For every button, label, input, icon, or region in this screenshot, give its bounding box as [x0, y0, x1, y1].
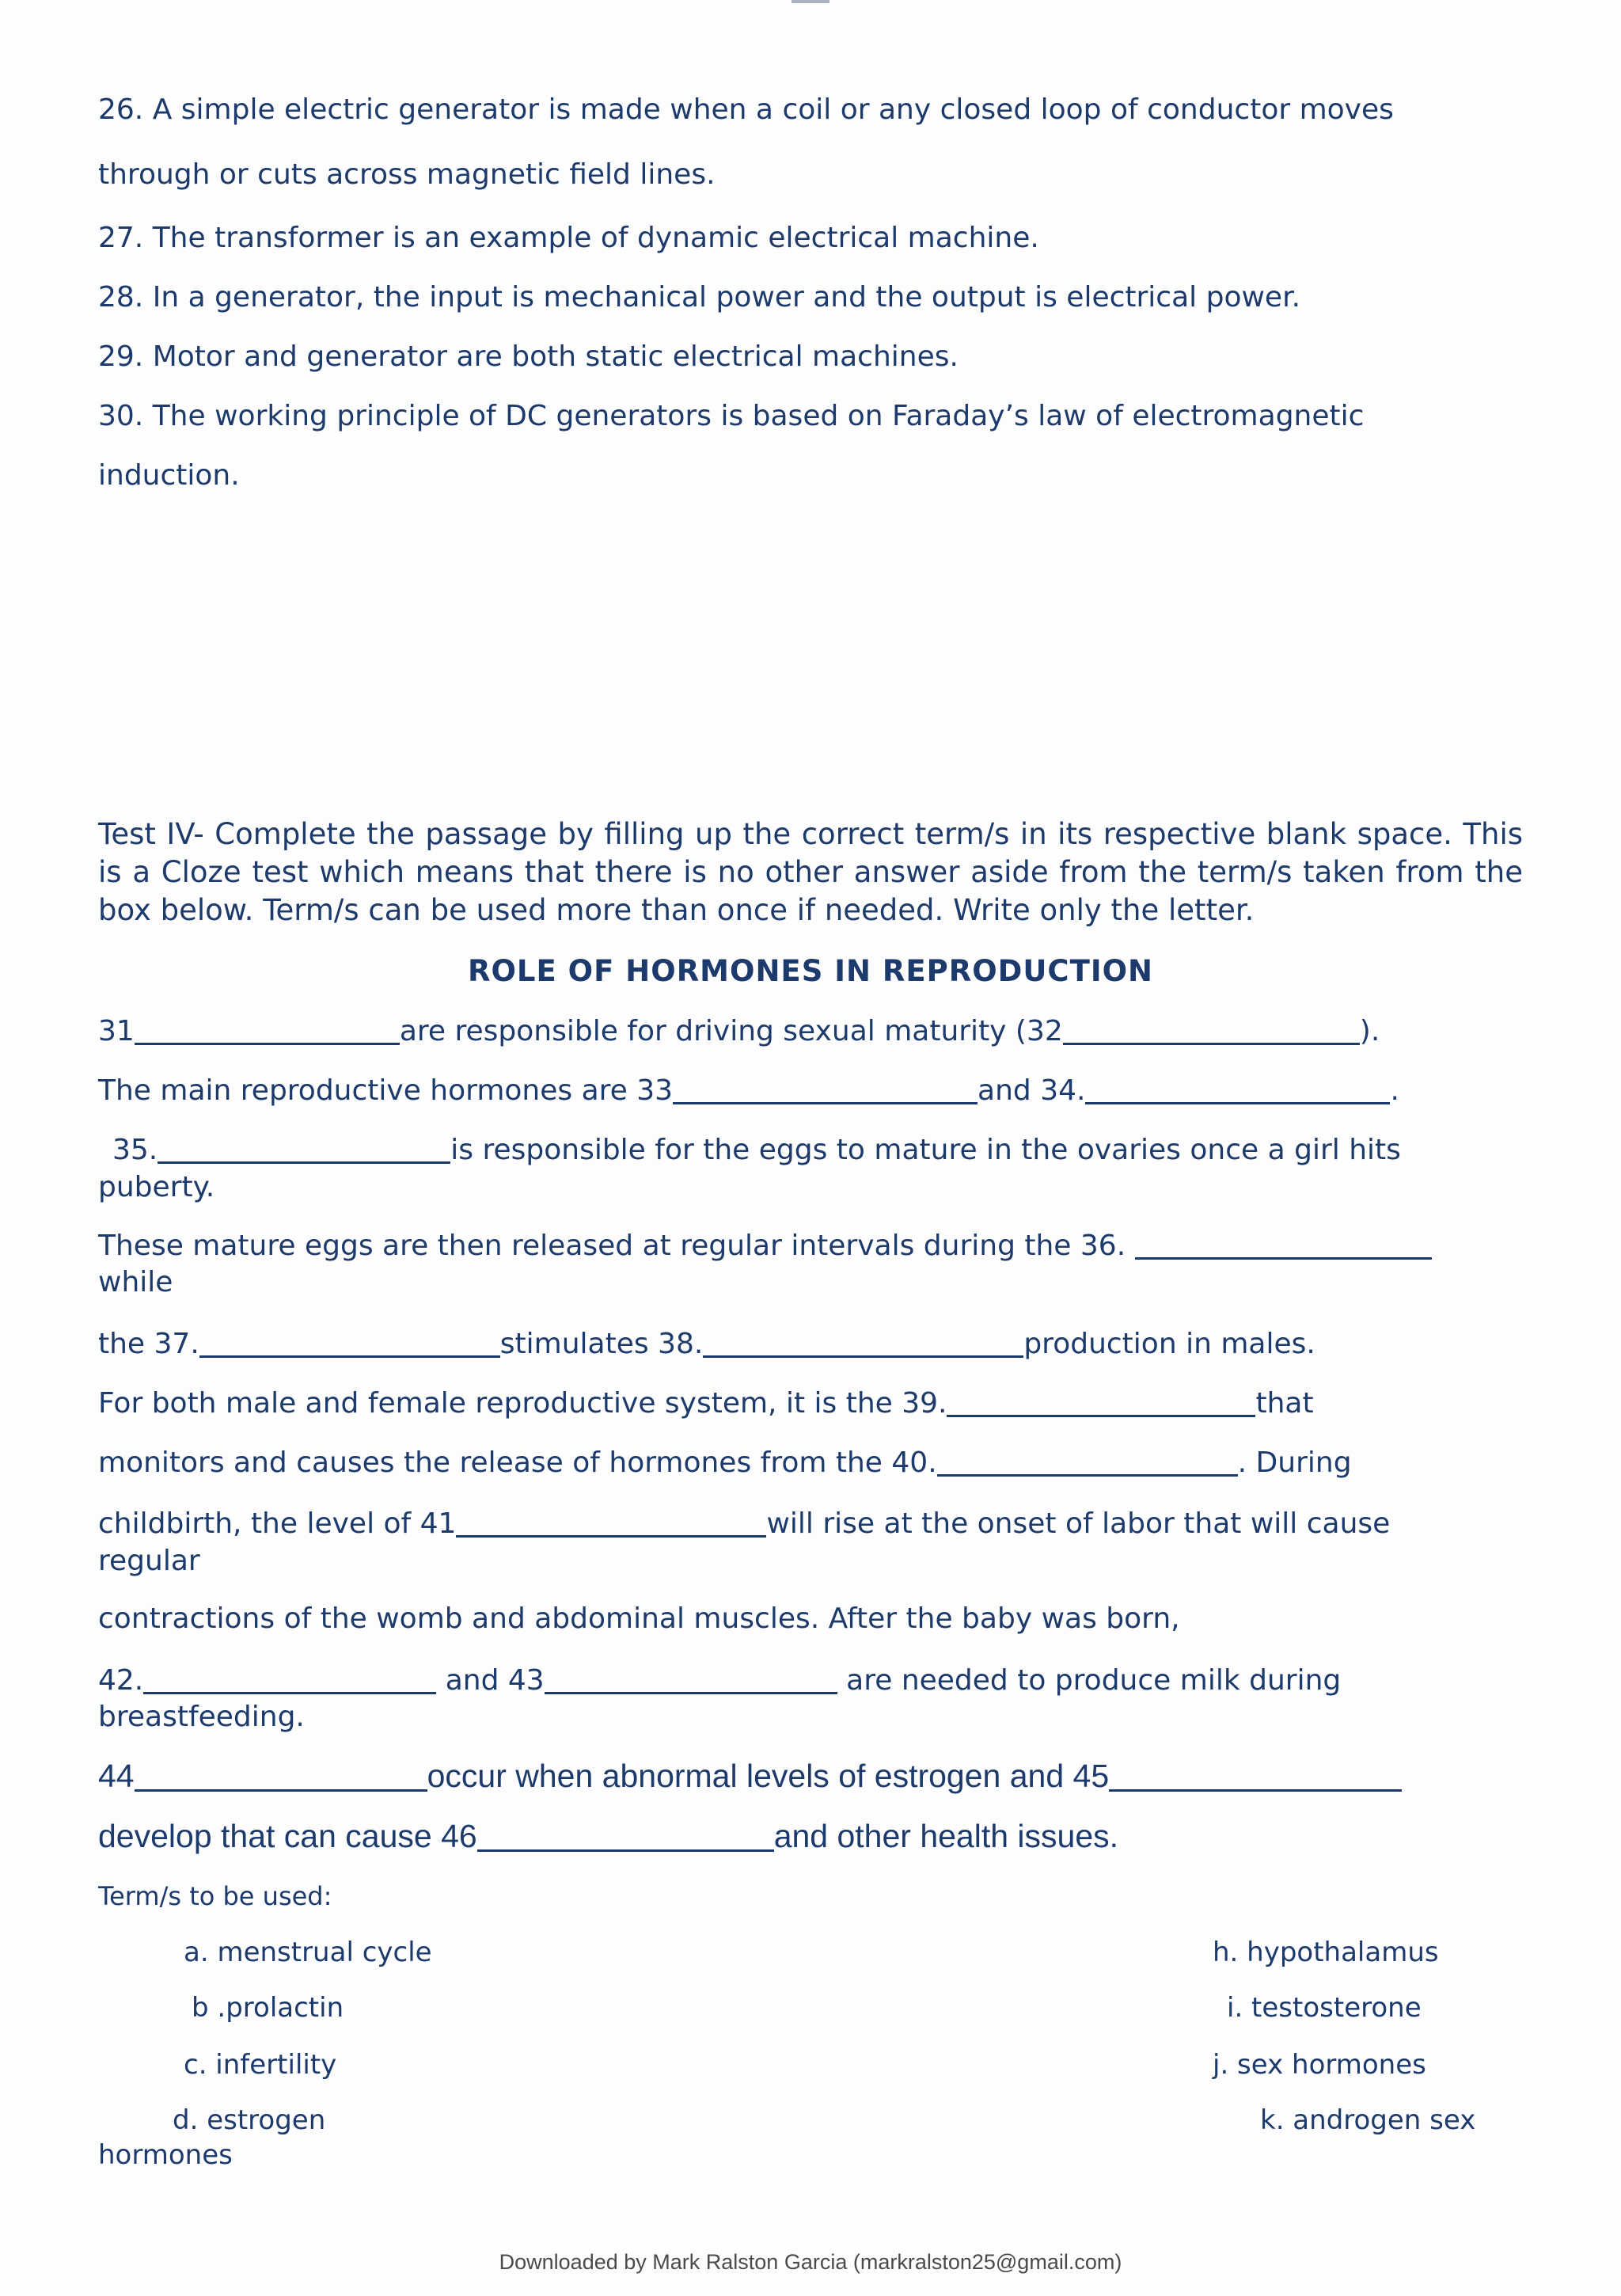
- passage-text: and 34.: [978, 1074, 1086, 1107]
- page-top-mark: [792, 0, 829, 3]
- term-c: c. infertility: [184, 2049, 337, 2081]
- passage-text: develop that can cause 46: [98, 1818, 477, 1854]
- passage-text: will rise at the onset of labor that will cause: [766, 1507, 1391, 1540]
- passage-text: and other health issues.: [773, 1818, 1119, 1854]
- passage-text: is responsible for the eggs to mature in the ovaries once a girl hits: [450, 1134, 1401, 1166]
- passage-line-8b: regular: [98, 1545, 200, 1577]
- statement-26-line1: 26. A simple electric generator is made when a coil or any closed loop of conductor moves: [98, 93, 1394, 126]
- statement-30-line1: 30. The working principle of DC generators is based on Faraday’s law of electromagnetic: [98, 400, 1365, 432]
- passage-text: The main reproductive hormones are 33: [98, 1074, 674, 1107]
- passage-line-1: [98, 1013, 1523, 1050]
- passage-text: that: [1255, 1387, 1314, 1420]
- passage-text: production in males.: [1023, 1328, 1315, 1360]
- term-a: a. menstrual cycle: [184, 1937, 432, 1968]
- passage-line-3b: puberty.: [98, 1171, 215, 1203]
- answer-blank-36[interactable]: [1135, 1230, 1432, 1260]
- passage-text: are needed to produce milk during: [846, 1664, 1342, 1697]
- passage-line-4: [98, 1228, 1523, 1264]
- passage-line-10b: breastfeeding.: [98, 1701, 305, 1733]
- passage-text: stimulates 38.: [499, 1328, 704, 1360]
- test-iv-instructions: Test IV- Complete the passage by ﬁlling up the correct term/s in its respective blank space. This is a Cloze test which means that there is no other answer aside from the term/s taken from the box below. Term/s can be used more than once if needed. Write only the letter.: [98, 817, 1523, 927]
- item-number: 31: [98, 1015, 135, 1047]
- term-d: d. estrogen: [173, 2104, 326, 2136]
- passage-text: ).: [1359, 1015, 1380, 1047]
- passage-title: ROLE OF HORMONES IN REPRODUCTION: [467, 954, 1154, 988]
- passage-text: monitors and causes the release of hormones from the 40.: [98, 1446, 937, 1479]
- answer-blank-34[interactable]: [1085, 1075, 1390, 1104]
- passage-text: and 43: [445, 1664, 545, 1697]
- passage-line-10: [98, 1663, 1523, 1699]
- passage-text: are responsible for driving sexual maturity (32: [399, 1015, 1063, 1047]
- answer-blank-31[interactable]: [135, 1016, 400, 1045]
- terms-heading: Term/s to be used:: [98, 1881, 332, 1911]
- item-number: 35.: [112, 1134, 158, 1166]
- statement-28: 28. In a generator, the input is mechanical power and the output is electrical power.: [98, 281, 1301, 314]
- term-k-continued: hormones: [98, 2139, 233, 2171]
- passage-line-11: [98, 1758, 1523, 1794]
- statement-27: 27. The transformer is an example of dynamic electrical machine.: [98, 222, 1039, 254]
- answer-blank-39[interactable]: [947, 1388, 1255, 1417]
- term-b: b .prolactin: [192, 1992, 344, 2024]
- passage-line-7: [98, 1445, 1523, 1481]
- passage-text: childbirth, the level of 41: [98, 1507, 457, 1540]
- passage-line-12: [98, 1818, 1523, 1854]
- passage-text: For both male and female reproductive system, it is the 39.: [98, 1387, 947, 1420]
- term-j: j. sex hormones: [1213, 2049, 1426, 2081]
- passage-line-5: [98, 1326, 1523, 1363]
- passage-text: the 37.: [98, 1328, 199, 1360]
- passage-text: occur when abnormal levels of estrogen and 45: [427, 1758, 1110, 1794]
- answer-blank-33[interactable]: [673, 1075, 978, 1104]
- passage-line-4b: while: [98, 1266, 173, 1298]
- statement-26-line2: through or cuts across magnetic ﬁeld lines.: [98, 158, 716, 191]
- answer-blank-40[interactable]: [937, 1447, 1238, 1477]
- answer-blank-42[interactable]: [143, 1665, 436, 1694]
- term-k: k. androgen sex: [1260, 2104, 1476, 2136]
- passage-line-2: [98, 1073, 1523, 1109]
- passage-line-8: [98, 1506, 1523, 1542]
- answer-blank-46[interactable]: [477, 1823, 774, 1852]
- passage-line-6: [98, 1386, 1523, 1422]
- passage-line-3: [112, 1132, 1537, 1169]
- answer-blank-38[interactable]: [703, 1329, 1023, 1358]
- answer-blank-37[interactable]: [199, 1329, 500, 1358]
- term-i: i. testosterone: [1227, 1992, 1422, 2024]
- answer-blank-43[interactable]: [545, 1665, 837, 1694]
- statement-30-line2: induction.: [98, 459, 240, 492]
- statement-29: 29. Motor and generator are both static electrical machines.: [98, 340, 959, 373]
- passage-text: These mature eggs are then released at regular intervals during the 36.: [98, 1230, 1126, 1262]
- item-number: 42.: [98, 1664, 144, 1697]
- answer-blank-45[interactable]: [1109, 1762, 1402, 1792]
- passage-text: . During: [1237, 1446, 1352, 1479]
- answer-blank-32[interactable]: [1063, 1016, 1360, 1045]
- answer-blank-41[interactable]: [456, 1508, 766, 1538]
- answer-blank-44[interactable]: [135, 1762, 427, 1792]
- term-h: h. hypothalamus: [1213, 1937, 1439, 1968]
- passage-line-9: contractions of the womb and abdominal muscles. After the baby was born,: [98, 1602, 1180, 1635]
- item-number: 44: [98, 1758, 135, 1794]
- passage-text: .: [1390, 1074, 1399, 1107]
- answer-blank-35[interactable]: [158, 1135, 450, 1164]
- download-footer: Downloaded by Mark Ralston Garcia (markralston25@gmail.com): [499, 2250, 1122, 2274]
